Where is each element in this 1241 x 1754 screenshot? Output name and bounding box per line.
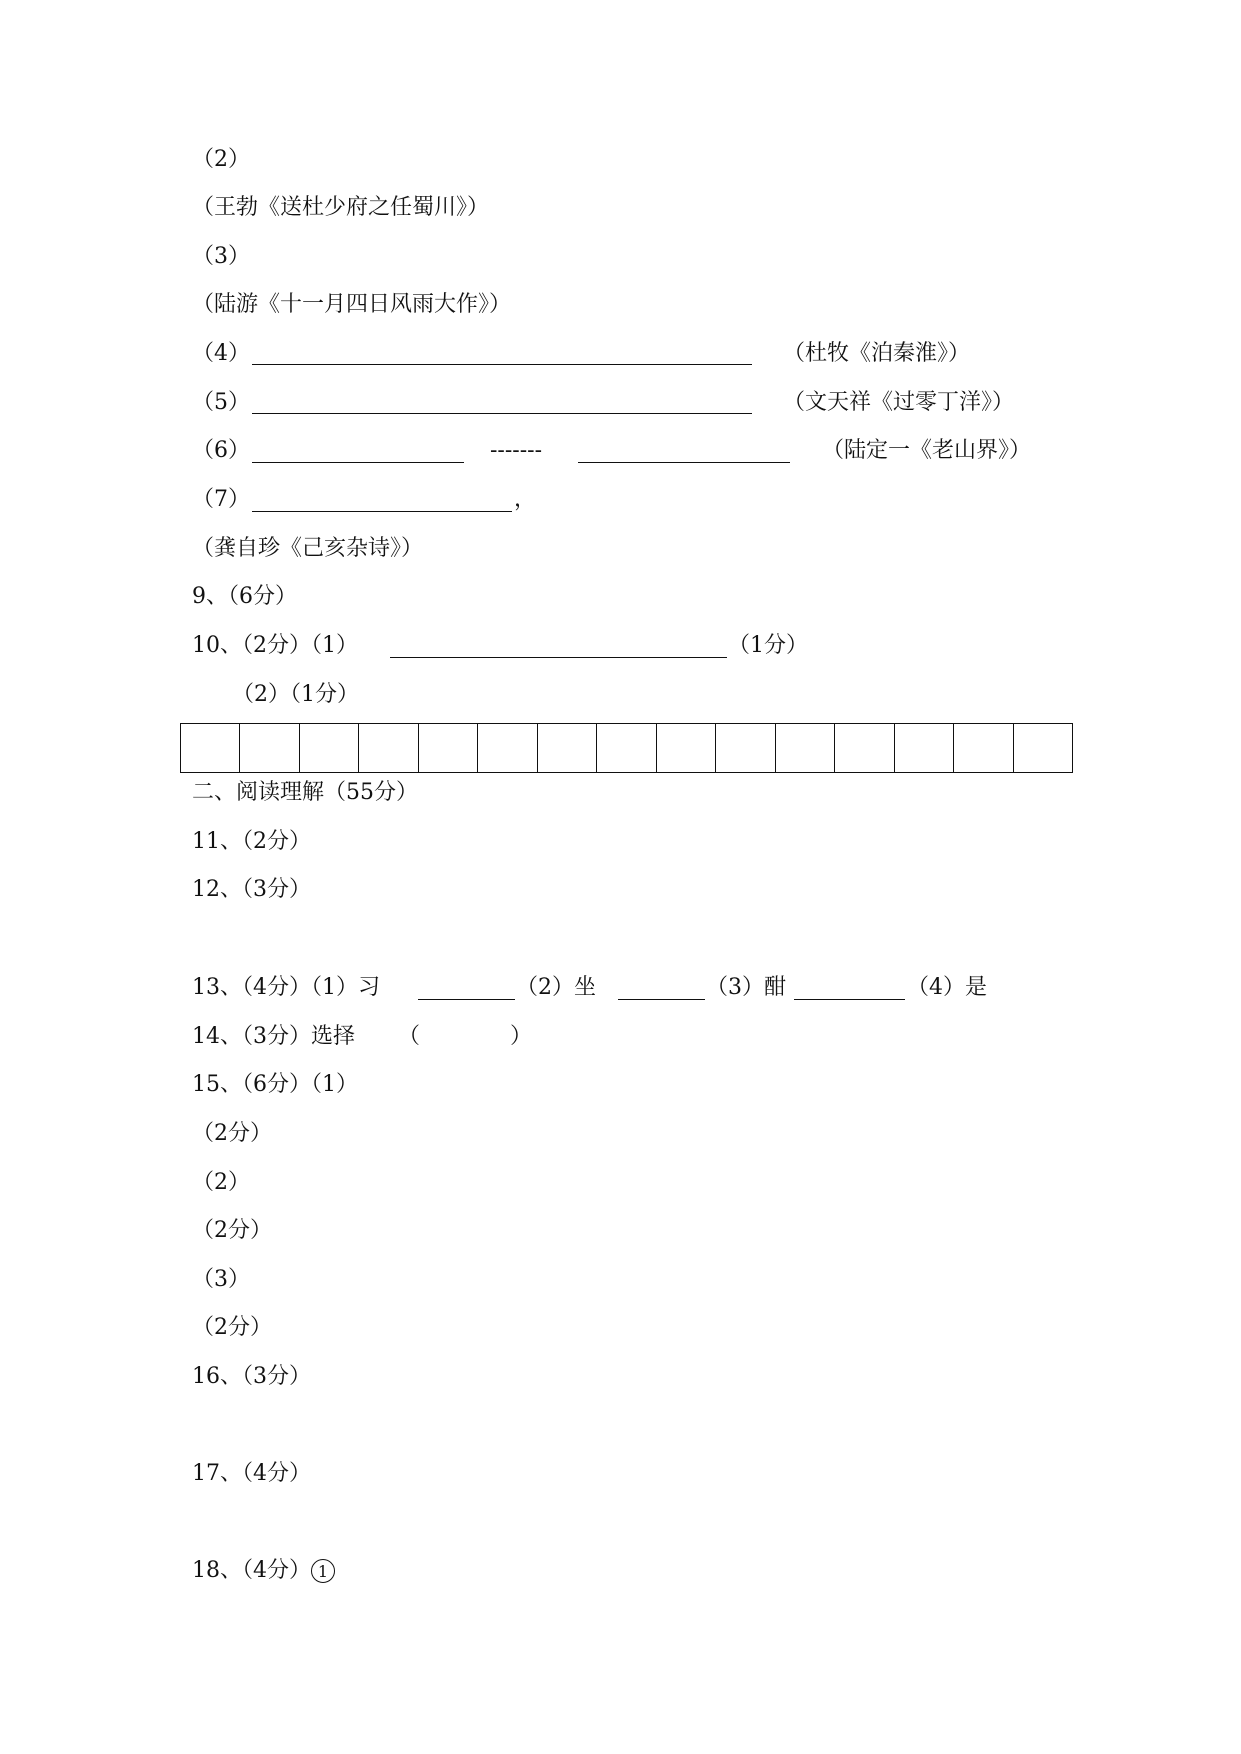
answer-blank-6a[interactable] [252, 462, 464, 463]
source-lu-you: （陆游《十一月四日风雨大作》） [192, 292, 512, 317]
grid-cell[interactable] [240, 724, 299, 772]
grid-cell[interactable] [835, 724, 894, 772]
circled-number-icon: 1 [311, 1559, 335, 1583]
item-2-label: （2） [192, 147, 250, 172]
grid-cell[interactable] [478, 724, 537, 772]
grid-cell[interactable] [954, 724, 1013, 772]
grid-cell[interactable] [597, 724, 656, 772]
question-13-part2: （2）坐 [516, 975, 596, 1000]
answer-blank-13-1[interactable] [418, 999, 515, 1000]
source-wang-bo: （王勃《送杜少府之任蜀川》） [192, 195, 490, 220]
grid-cell[interactable] [776, 724, 835, 772]
question-15-points-3: （2分） [192, 1315, 272, 1340]
answer-blank-4[interactable] [252, 364, 752, 365]
item-7-label: （7） [192, 487, 250, 512]
dash-separator: ------- [490, 438, 543, 463]
question-12: 12、（3分） [192, 877, 311, 902]
question-10-part2: （2）（1分） [232, 682, 359, 707]
grid-cell[interactable] [300, 724, 359, 772]
question-15-part3: （3） [192, 1267, 250, 1292]
comma: ， [514, 487, 537, 512]
question-14: 14、（3分）选择 [192, 1024, 355, 1049]
question-15-points-1: （2分） [192, 1121, 272, 1146]
grid-cell[interactable] [181, 724, 240, 772]
choice-close-paren: ） [510, 1024, 533, 1049]
question-17: 17、（4分） [192, 1461, 311, 1486]
source-du-mu: （杜牧《泊秦淮》） [783, 341, 971, 366]
source-wen-tianxiang: （文天祥《过零丁洋》） [783, 390, 1015, 415]
question-10-points: （1分） [728, 633, 808, 658]
source-gong-zizhen: （龚自珍《己亥杂诗》） [192, 536, 424, 561]
grid-cell[interactable] [359, 724, 418, 772]
source-lu-dingyi: （陆定一《老山界》） [822, 438, 1032, 463]
question-16: 16、（3分） [192, 1364, 311, 1389]
question-18 [192, 1556, 335, 1586]
grid-cell[interactable] [419, 724, 478, 772]
question-18-label: 18、（4分） [192, 1558, 311, 1583]
answer-blank-6b[interactable] [578, 462, 790, 463]
question-11: 11、（2分） [192, 829, 311, 854]
grid-cell[interactable] [657, 724, 716, 772]
question-15-points-2: （2分） [192, 1218, 272, 1243]
answer-blank-7[interactable] [252, 511, 512, 512]
question-10-part1: 10、（2分）（1） [192, 633, 358, 658]
grid-cell[interactable] [895, 724, 954, 772]
item-4-label: （4） [192, 341, 250, 366]
grid-cell[interactable] [1014, 724, 1072, 772]
question-15: 15、（6分）（1） [192, 1072, 358, 1097]
answer-blank-13-3[interactable] [794, 999, 905, 1000]
question-9: 9、（6分） [192, 584, 297, 609]
grid-cell[interactable] [716, 724, 775, 772]
item-5-label: （5） [192, 390, 250, 415]
answer-grid[interactable] [180, 723, 1073, 773]
question-13-part3: （3）酣 [706, 975, 786, 1000]
question-15-part2: （2） [192, 1170, 250, 1195]
answer-blank-13-2[interactable] [618, 999, 705, 1000]
item-3-label: （3） [192, 244, 250, 269]
answer-blank-5[interactable] [252, 413, 752, 414]
question-13-part1: 13、（4分）（1）习 [192, 975, 380, 1000]
question-13-part4: （4）是 [907, 975, 987, 1000]
grid-cell[interactable] [538, 724, 597, 772]
choice-open-paren: （ [398, 1024, 421, 1049]
answer-blank-10-1[interactable] [390, 657, 727, 658]
section-heading-reading: 二、阅读理解（55分） [192, 780, 418, 805]
item-6-label: （6） [192, 438, 250, 463]
